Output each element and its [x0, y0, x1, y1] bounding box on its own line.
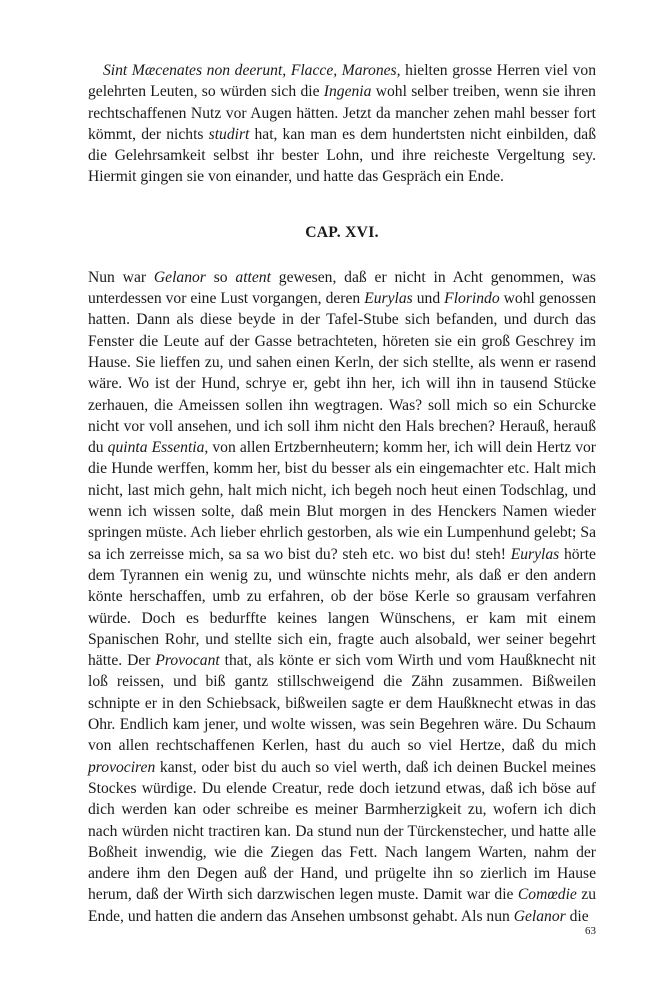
page-number: 63	[585, 925, 596, 937]
italic-text-run: Eurylas	[364, 290, 413, 308]
text-run: hielten grosse Herren viel von gelehrten Leuten, so würden sich die	[88, 62, 596, 101]
italic-text-run: Florindo	[444, 290, 500, 308]
text-run: hörte dem Tyrannen ein wenig zu, und wünschte nichts mehr, als daß er den andern könte herschaffen, umb zu erfahren, ob der böse Kerle so grausam verfahren würde. Doch es bedurffte keines langen Wünschens, er kam mit einem Spanischen Rohr, und stellte sich ein, fragte auch alsobald, wer seiner begehrt hätte. Der	[88, 545, 596, 670]
text-run: von allen Ertzbernheutern; komm her, ich will dein Hertz vor die Hunde werffen, komm her, bist du besser als ein eingemachter etc. Halt mich nicht, last mich gehn, halt mich nicht, ich begeh noch heut einen Todschlag, und wenn ich wissen solte, daß mein Blut morgen in des Henckers Namen wieder springen müste. Ach lieber ehrlich gestorben, als wie ein Lumpenhund gelebt; Sa sa ich zerreisse mich, sa sa wo bist du? steh etc. wo bist du! steh!	[88, 439, 596, 563]
book-page	[88, 60, 596, 927]
italic-text-run: attent	[235, 268, 271, 286]
text-run: und	[412, 290, 445, 308]
text-run: that, als könte er sich vom Wirth und vom Haußknecht nit loß reissen, und biß gantz stillschweigend die Zähn zusammen. Bißweilen schnipte er in den Schiebsack, bißweilen sagte er dem Haußknecht etwas in das Ohr. Endlich kam jener, und wolte wissen, was sein Begehren wäre. Du Schaum von allen rechtschaffenen Kerlen, hast du auch so viel Hertze, daß du mich	[88, 652, 596, 755]
italic-text-run: Ingenia	[323, 83, 372, 101]
italic-text-run: Comœdie	[517, 886, 577, 904]
text-run: Nun war	[88, 268, 154, 286]
text-run: hat, kan man es dem hundertsten nicht einbilden, daß die Gelehrsamkeit selbst ihr bester Lohn, und ihre reicheste Vergeltung sey. Hiermit gingen sie von einander, und hatte das Gespräch ein Ende.	[88, 125, 596, 186]
text-run: so	[205, 268, 236, 286]
italic-text-run: Provocant	[155, 652, 220, 670]
italic-text-run: Sint Mæcenates non deerunt, Flacce, Marones,	[103, 62, 401, 79]
text-run: wohl selber treiben, wenn sie ihren rechtschaffenen Nutz vor Augen hätten. Jetzt da mancher zehen mahl besser fort kömmt, der nichts	[88, 83, 596, 143]
italic-text-run: Eurylas	[510, 545, 560, 563]
italic-text-run: provociren	[88, 758, 156, 776]
italic-text-run: studirt	[208, 125, 250, 143]
italic-text-run: Gelanor	[513, 907, 566, 925]
italic-text-run: Gelanor	[153, 268, 206, 286]
text-run: wohl genossen hatten. Dann als diese beyde in der Tafel-Stube sich befanden, und durch das Fenster die Leute auf der Gasse betrachteten, höreten sie ein groß Geschrey im Hause. Sie lieffen zu, und sahen einen Kerln, der sich stellte, als wenn er rasend wäre. Wo ist der Hund, schrye er, gebt ihn her, ich will ihn in tausend Stücke zerhauen, die Ameissen sollen ihn wegtragen. Was? soll mich so ein Schurcke nicht vor voll ansehen, und ich soll ihm nicht den Hals brechen? Herauß, herauß du	[88, 290, 597, 457]
text-run: kanst, oder bist du auch so viel werth, daß ich deinen Buckel meines Stockes würdige. Du elende Creatur, rede doch ietzund etwas, daß ich böse auf dich werden kan oder schreibe es meiner Barmherzigkeit zu, wofern ich dich nach würden nicht tractiren kan. Da stund nun der Türckenstecher, und hatte alle Boßheit inwendig, wie die Ziegen das Fett. Nach langem Warten, nahm der andere ihm den Degen auß der Hand, und prügelte ihn so zierlich im Hause herum, daß der Wirth sich darzwischen legen muste. Damit war die	[88, 758, 596, 904]
chapter-heading: CAP. XVI.	[305, 223, 379, 241]
text-run: die	[565, 907, 589, 925]
text-run: zu Ende, und hatten die andern das Ansehen umbsonst gehabt. Als nun	[88, 886, 596, 925]
paragraph-1	[88, 60, 596, 188]
text-run: gewesen, daß er nicht in Acht genommen, was unterdessen vor eine Lust vorgangen, deren	[88, 268, 596, 308]
italic-text-run: quinta Essentia,	[107, 439, 209, 457]
paragraph-2	[88, 267, 596, 927]
